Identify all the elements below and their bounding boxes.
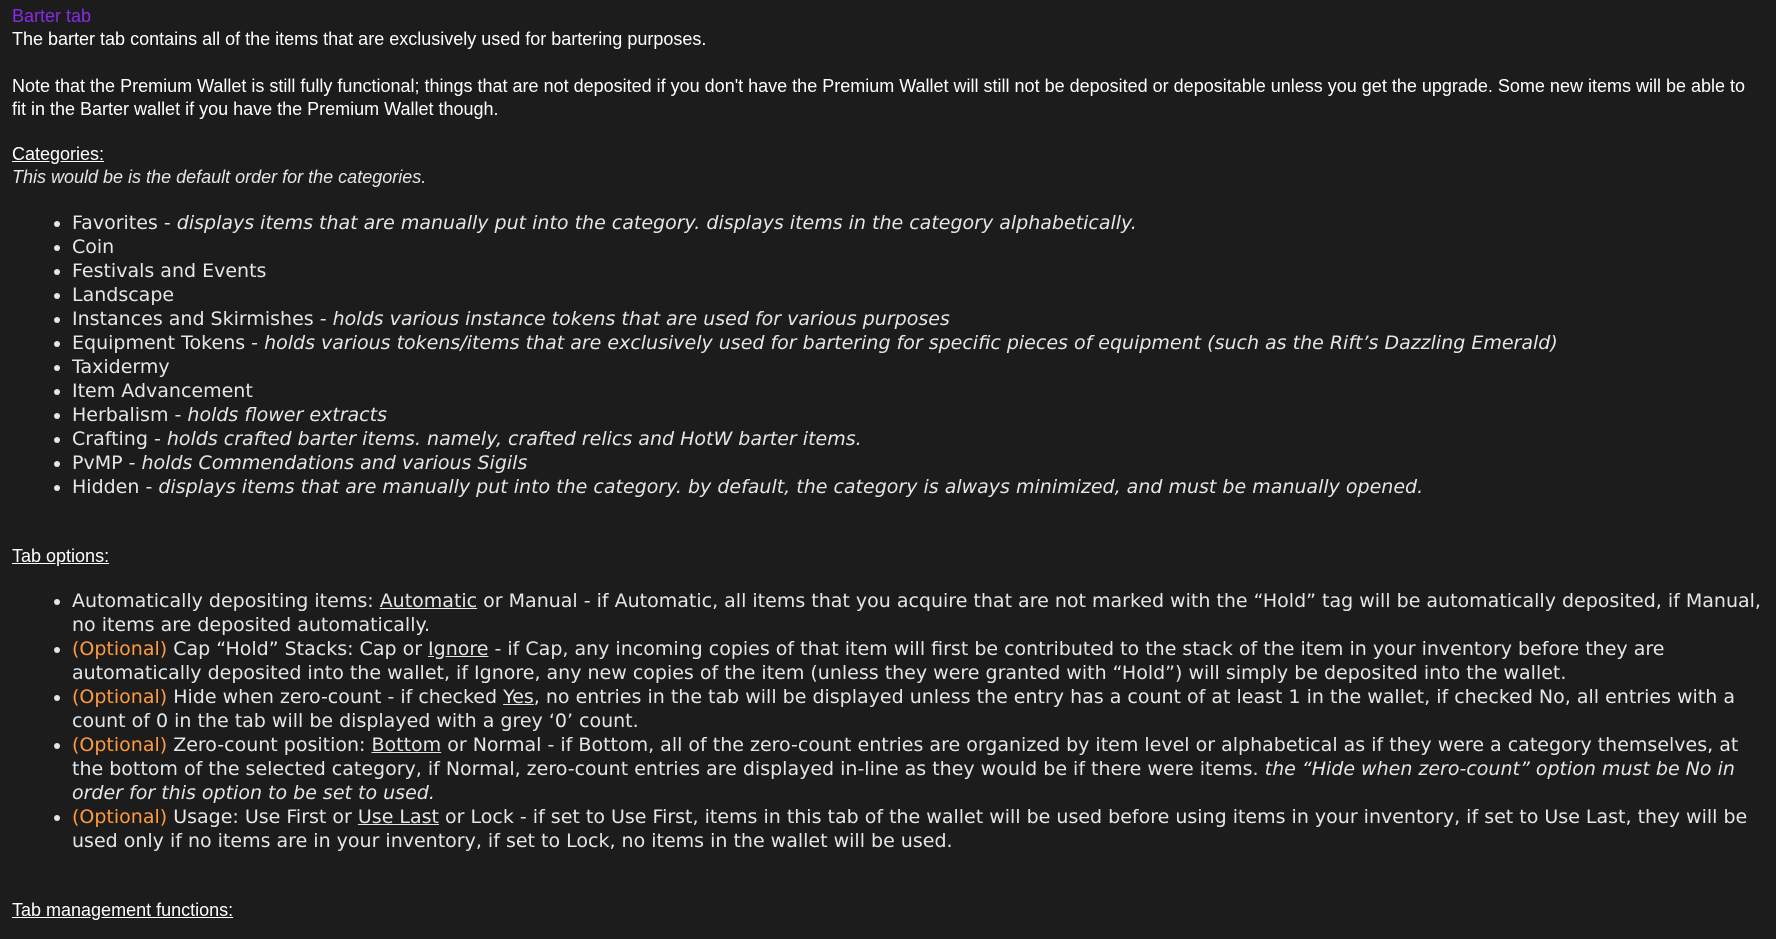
optional-label: (Optional): [72, 686, 168, 708]
category-item: • Item Advancement: [72, 379, 1764, 403]
category-item: • Landscape: [72, 283, 1764, 307]
optional-label: (Optional): [72, 806, 168, 828]
tab-option-item: • (Optional) Hide when zero-count - if checked Yes, no entries in the tab will be displayed unless the entry has a count of at least 1 in the wallet, if checked No, all entries with a count of 0 in the tab will be displayed with a grey ‘0’ count.: [72, 685, 1764, 733]
tab-options-list: [12, 589, 1764, 853]
spacer: [12, 499, 1764, 545]
category-item: • Herbalism - holds flower extracts: [72, 403, 1764, 427]
note-paragraph: Note that the Premium Wallet is still fully functional; things that are not deposited if you don't have the Premium Wallet will still not be deposited or depositable unless you get the upgrade. Some new items will be able to fit in the Barter wallet if you have the Premium Wallet though.: [12, 76, 1746, 119]
optional-label: (Optional): [72, 638, 168, 660]
tab-option-item: • (Optional) Zero-count position: Bottom or Normal - if Bottom, all of the zero-count entries are organized by item level or alphabetical as if they were a category themselves, at the bottom of the selected category, if Normal, zero-count entries are displayed in-line as they would be if there were items. the “Hide when zero-count” option must be No in order for this option to be set to used.: [72, 733, 1764, 805]
categories-title: Categories:: [12, 144, 105, 164]
categories-list: [12, 211, 1764, 499]
categories-subtitle: This would be is the default order for the categories.: [12, 167, 427, 187]
tab-option-item: • Automatically depositing items: Automatic or Manual - if Automatic, all items that you acquire that are not marked with the “Hold” tag will be automatically deposited, if Manual, no items are deposited automatically.: [72, 589, 1764, 637]
category-item: • Coin: [72, 235, 1764, 259]
category-item: • Crafting - holds crafted barter items. namely, crafted relics and HotW barter items.: [72, 427, 1764, 451]
category-item: • PvMP - holds Commendations and various Sigils: [72, 451, 1764, 475]
tab-option-item: • (Optional) Cap “Hold” Stacks: Cap or Ignore - if Cap, any incoming copies of that item will first be contributed to the stack of the item in your inventory before they are automatically deposited into the wallet, if Ignore, any new copies of the item (unless they were granted with “Hold”) will simply be deposited into the wallet.: [72, 637, 1764, 685]
intro-paragraph: The barter tab contains all of the items that are exclusively used for bartering purposes.: [12, 29, 707, 49]
spacer: [12, 853, 1764, 899]
category-item: • Festivals and Events: [72, 259, 1764, 283]
category-item: • Favorites - displays items that are manually put into the category. displays items in the category alphabetically.: [72, 211, 1764, 235]
tab-options-title: Tab options:: [12, 546, 110, 566]
category-item: • Hidden - displays items that are manually put into the category. by default, the category is always minimized, and must be manually opened.: [72, 475, 1764, 499]
optional-label: (Optional): [72, 734, 168, 756]
category-item: • Instances and Skirmishes - holds various instance tokens that are used for various purposes: [72, 307, 1764, 331]
barter-tab-heading[interactable]: Barter tab: [12, 6, 92, 26]
category-item: • Taxidermy: [72, 355, 1764, 379]
category-item: • Equipment Tokens - holds various tokens/items that are exclusively used for bartering for specific pieces of equipment (such as the Rift’s Dazzling Emerald): [72, 331, 1764, 355]
tab-management-title: Tab management functions:: [12, 900, 234, 920]
tab-option-item: • (Optional) Usage: Use First or Use Last or Lock - if set to Use First, items in this tab of the wallet will be used before using items in your inventory, if set to Use Last, they will be used only if no items are in your inventory, if set to Lock, no items in the wallet will be used.: [72, 805, 1764, 853]
